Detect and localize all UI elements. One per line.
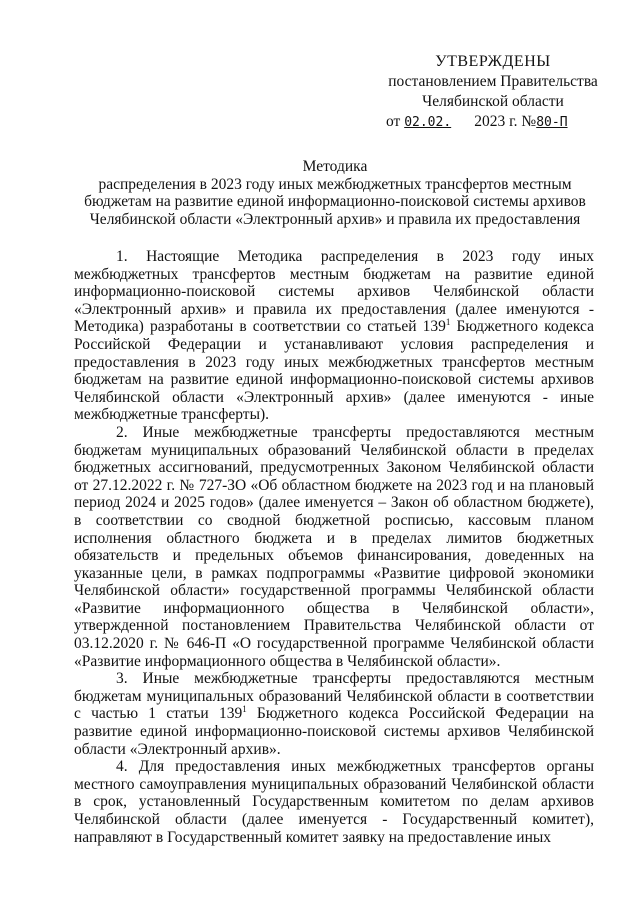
- paragraph-2: 2. Иные межбюджетные трансферты предоставляются местным бюджетам муниципальных образований Челябинской области в пределах бюджетных ассигнований, предусмотренных Законом Челябинской области от 27.12.2022 г. № 727-ЗО «Об областном бюджете на 2023 год и на плановый период 2024 и 2025 годов» (далее именуется – Закон об областном бюджете), в соответствии со сводной бюджетной росписью, кассовым планом исполнения областного бюджета и в пределах лимитов бюджетных обязательств и предельных объемов финансирования, доведенных на указанные цели, в рамках подпрограммы «Развитие цифровой экономики Челябинской области» государственной программы Челябинской области «Развитие информационного общества в Челябинской области», утвержденной постановлением Правительства Челябинской области от 03.12.2020 г. № 646-П «О государственной программе Челябинской области «Развитие информационного общества в Челябинской области».: [74, 423, 594, 670]
- approval-block: [378, 52, 608, 133]
- paragraph-4: 4. Для предоставления иных межбюджетных трансфертов органы местного самоуправления муниципальных образований Челябинской области в срок, установленный Государственным комитетом по делам архивов Челябинской области (далее именуется - Государственный комитет), направляют в Государственный комитет заявку на предоставление иных: [74, 758, 594, 846]
- title-line-3: бюджетам на развитие единой информационно-поисковой системы архивов: [84, 193, 586, 210]
- approval-line-region: Челябинской области: [422, 93, 564, 110]
- paragraph-3-text: 3. Иные межбюджетные трансферты предоставляются местным бюджетам муниципальных образований Челябинской области в соответствии с частью 1 статьи 139: [74, 670, 594, 723]
- paragraph-1: [74, 248, 594, 424]
- approval-date-line: [378, 112, 608, 133]
- date-value: 02.02.: [404, 115, 452, 130]
- year-number-label: 2023 г. №: [474, 113, 537, 130]
- resolution-number: 80-П: [536, 115, 568, 130]
- paragraph-3-text-cont: Бюджетного кодекса Российской Федерации на развитие единой информационно-поисковой системы архивов Челябинской области «Электронный архив».: [74, 705, 594, 758]
- approval-line-resolution: постановлением Правительства: [388, 73, 598, 90]
- paragraph-3: [74, 670, 594, 758]
- document-body: [74, 248, 594, 846]
- article-superscript: 1: [242, 704, 247, 715]
- title-line-4: Челябинской области «Электронный архив» и правила их предоставления: [89, 210, 581, 228]
- paragraph-1-text-cont: Бюджетного кодекса Российской Федерации и устанавливают условия распределения и предоставления в 2023 году иных межбюджетных трансфертов местным бюджетам на развитие единой информационно-поисковой системы архивов Челябинской области «Электронный архив» (далее именуются - иные межбюджетные трансферты).: [74, 318, 594, 424]
- paragraph-1-text: 1. Настоящие Методика распределения в 2023 году иных межбюджетных трансфертов местным бюджетам на развитие единой информационно-поисковой системы архивов Челябинской области «Электронный архив» и правила их предоставления (далее именуются - Методика) разработаны в соответствии со статьей 139: [74, 248, 594, 336]
- approved-heading: УТВЕРЖДЕНЫ: [435, 53, 551, 70]
- document-title: [60, 158, 610, 228]
- date-prefix: от: [386, 113, 401, 130]
- title-heading: Методика: [302, 158, 368, 175]
- title-line-2: распределения в 2023 году иных межбюджетных трансфертов местным: [98, 175, 572, 193]
- article-superscript: 1: [445, 317, 451, 328]
